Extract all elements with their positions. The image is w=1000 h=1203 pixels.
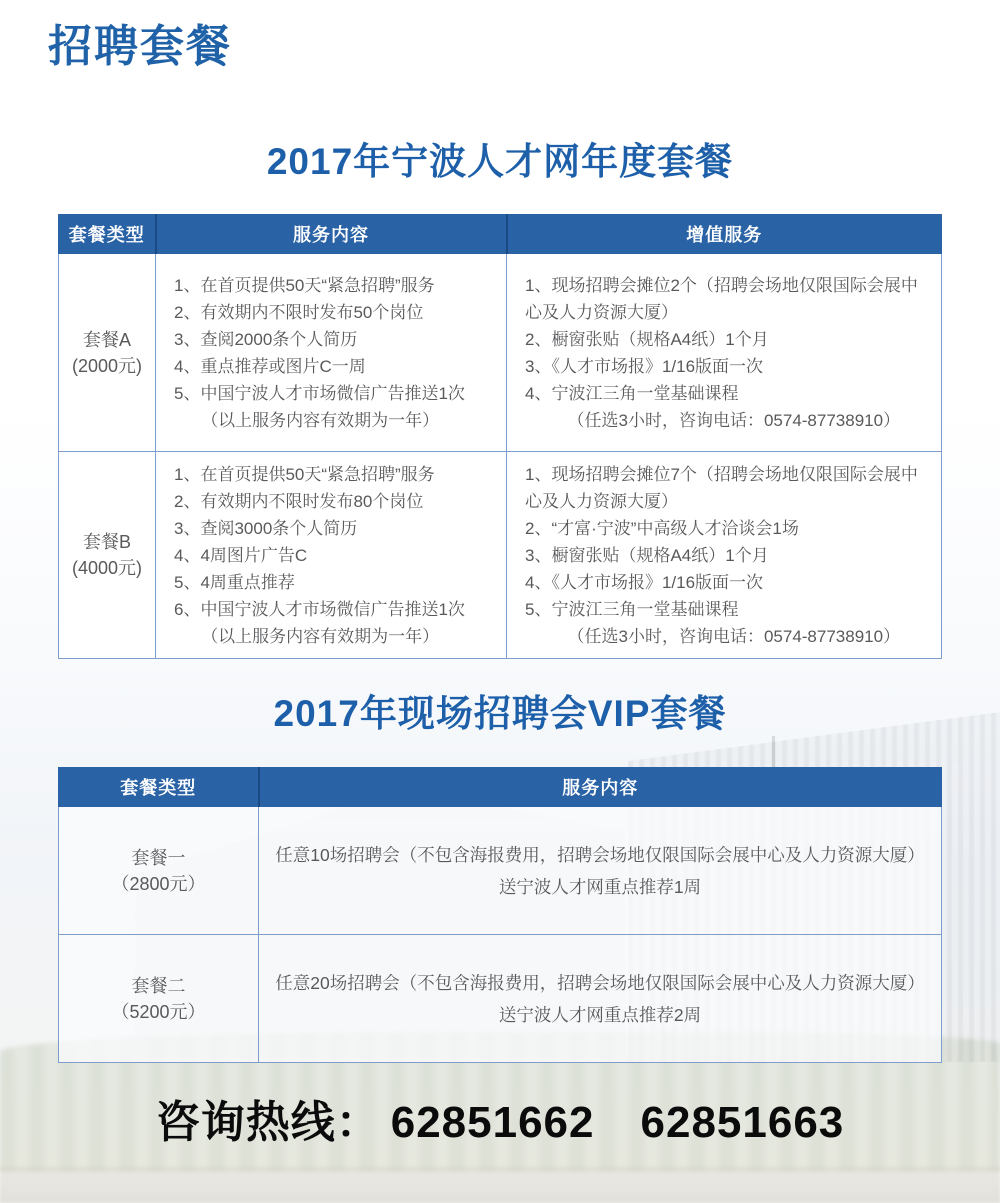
service-item: 6、中国宁波人才市场微信广告推送1次 bbox=[174, 599, 465, 619]
value-added-item: 4、《人才市场报》1/16版面一次 bbox=[525, 572, 764, 592]
service-content-cell bbox=[156, 452, 507, 659]
service-content-cell bbox=[259, 935, 942, 1063]
value-added-item: 1、现场招聘会摊位2个（招聘会场地仅限国际会展中心及人力资源大厦） bbox=[525, 275, 918, 322]
value-added-item: 2、“才富·宁波”中高级人才洽谈会1场 bbox=[525, 518, 799, 538]
package-type-cell bbox=[59, 935, 259, 1063]
col-header-service-content: 服务内容 bbox=[259, 768, 942, 807]
package-type-cell bbox=[59, 452, 156, 659]
value-added-item: 3、橱窗张贴（规格A4纸）1个月 bbox=[525, 545, 769, 565]
service-line: 送宁波人才网重点推荐1周 bbox=[498, 876, 702, 897]
hotline-number: 62851663 bbox=[640, 1098, 845, 1147]
annual-package-title: 2017年宁波人才网年度套餐 bbox=[266, 141, 734, 182]
value-added-item: （任选3小时，咨询电话：0574-87738910） bbox=[567, 410, 901, 430]
service-item: 3、查阅3000条个人简历 bbox=[174, 518, 358, 538]
package-type-cell bbox=[59, 807, 259, 935]
value-added-item: 4、宁波江三角一堂基础课程 bbox=[525, 383, 739, 403]
annual-package-table bbox=[58, 214, 942, 659]
col-header-service-content: 服务内容 bbox=[156, 215, 507, 254]
service-line: 任意10场招聘会（不包含海报费用，招聘会场地仅限国际会展中心及人力资源大厦） bbox=[275, 844, 925, 865]
vip-package-title: 2017年现场招聘会VIP套餐 bbox=[273, 693, 727, 734]
service-item: 3、查阅2000条个人简历 bbox=[174, 329, 358, 349]
package-type-cell bbox=[59, 254, 156, 452]
col-header-package-type: 套餐类型 bbox=[59, 768, 259, 807]
service-item: 2、有效期内不限时发布50个岗位 bbox=[174, 302, 424, 322]
hotline-number: 62851662 bbox=[390, 1098, 595, 1147]
col-header-package-type: 套餐类型 bbox=[59, 215, 156, 254]
vip-table-header-row bbox=[59, 768, 942, 807]
table-row-package-1 bbox=[59, 807, 942, 935]
service-item: 5、中国宁波人才市场微信广告推送1次 bbox=[174, 383, 465, 403]
hotline-label: 咨询热线： bbox=[155, 1098, 381, 1147]
service-item: 4、4周图片广告C bbox=[174, 545, 308, 565]
value-added-item: 5、宁波江三角一堂基础课程 bbox=[525, 599, 739, 619]
value-added-item: 1、现场招聘会摊位7个（招聘会场地仅限国际会展中心及人力资源大厦） bbox=[525, 464, 918, 511]
table-row-package-b bbox=[59, 452, 942, 659]
package-price: （5200元） bbox=[111, 1001, 206, 1022]
package-name: 套餐一 bbox=[131, 847, 186, 868]
service-item: 1、在首页提供50天“紧急招聘”服务 bbox=[174, 275, 435, 295]
value-added-cell bbox=[507, 254, 942, 452]
vip-package-table bbox=[58, 767, 942, 1063]
package-name: 套餐B bbox=[82, 532, 131, 552]
page-title: 招聘套餐 bbox=[48, 22, 232, 71]
value-added-item: 2、橱窗张贴（规格A4纸）1个月 bbox=[525, 329, 769, 349]
value-added-item: （任选3小时，咨询电话：0574-87738910） bbox=[567, 626, 901, 646]
package-price: (4000元) bbox=[71, 558, 143, 578]
service-item: 5、4周重点推荐 bbox=[174, 572, 295, 592]
package-name: 套餐A bbox=[82, 329, 131, 350]
table-row-package-a bbox=[59, 254, 942, 452]
service-item: （以上服务内容有效期为一年） bbox=[201, 626, 440, 646]
service-content-cell bbox=[259, 807, 942, 935]
service-item: 4、重点推荐或图片C一周 bbox=[174, 356, 366, 376]
package-price: （2800元） bbox=[111, 873, 206, 894]
background-road bbox=[0, 1166, 1000, 1203]
hotline bbox=[0, 1086, 1000, 1150]
value-added-cell bbox=[507, 452, 942, 659]
service-content-cell bbox=[156, 254, 507, 452]
table-row-package-2 bbox=[59, 935, 942, 1063]
value-added-item: 3、《人才市场报》1/16版面一次 bbox=[525, 356, 764, 376]
annual-table-header-row bbox=[59, 215, 942, 254]
service-item: 1、在首页提供50天“紧急招聘”服务 bbox=[174, 464, 435, 484]
service-line: 任意20场招聘会（不包含海报费用，招聘会场地仅限国际会展中心及人力资源大厦） bbox=[275, 972, 925, 993]
package-name: 套餐二 bbox=[131, 975, 186, 996]
service-item: （以上服务内容有效期为一年） bbox=[201, 410, 440, 430]
col-header-value-added: 增值服务 bbox=[507, 215, 942, 254]
package-price: (2000元) bbox=[71, 355, 143, 376]
service-item: 2、有效期内不限时发布80个岗位 bbox=[174, 491, 424, 511]
service-line: 送宁波人才网重点推荐2周 bbox=[498, 1004, 702, 1025]
